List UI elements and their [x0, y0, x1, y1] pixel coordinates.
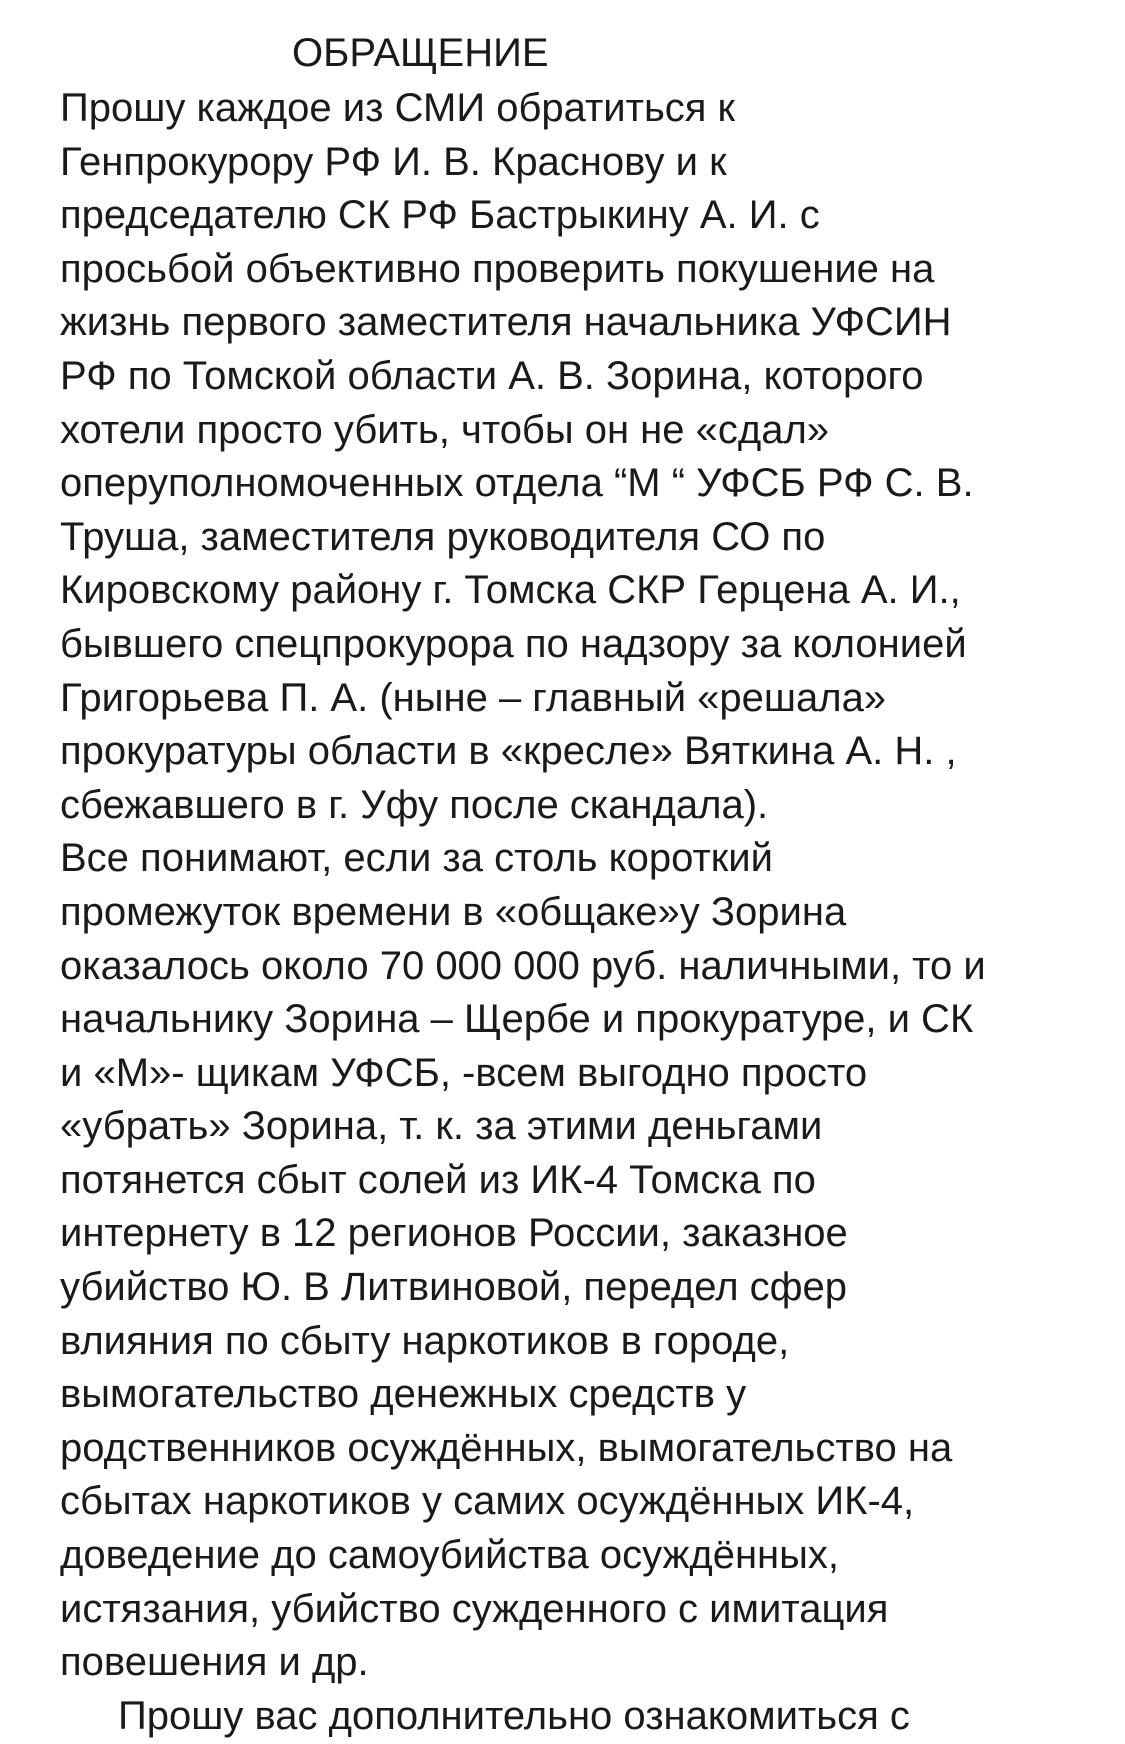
text-line: бывшего спецпрокурора по надзору за колонией: [60, 621, 967, 666]
document-body: [60, 82, 986, 1743]
text-line: Прошу каждое из СМИ обратиться к: [60, 86, 736, 130]
text-line: повешения и др.: [60, 1640, 369, 1685]
text-line: Кировскому району г. Томска СКР Герцена А. И.,: [60, 568, 961, 613]
text-line: промежуток времени в «общаке»у Зорина: [60, 889, 847, 934]
document-title: ОБРАЩЕНИЕ: [292, 31, 549, 75]
text-line: Генпрокурору РФ И. В. Краснову и к: [60, 139, 727, 184]
text-line: председателю СК РФ Бастрыкину А. И. с: [60, 193, 820, 238]
text-line: истязания, убийство сужденного с имитация: [60, 1586, 889, 1631]
text-line: жизнь первого заместителя начальника УФСИН: [60, 300, 952, 345]
text-line: прокуратуры области в «кресле» Вяткина А. Н. ,: [60, 729, 957, 774]
text-line: Григорьева П. А. (ныне – главный «решала»: [60, 675, 887, 720]
text-line: просьбой объективно проверить покушение на: [60, 246, 935, 291]
text-line: родственников осуждённых, вымогательство на: [60, 1425, 953, 1470]
text-line: оказалось около 70 000 000 руб. наличными, то и: [60, 943, 986, 988]
text-line: Все понимают, если за столь короткий: [60, 836, 773, 881]
text-line: сбытах наркотиков у самих осуждённых ИК-4,: [60, 1479, 915, 1524]
text-line-indented: Прошу вас дополнительно ознакомиться с: [118, 1693, 910, 1738]
text-line: «убрать» Зорина, т. к. за этими деньгами: [60, 1104, 823, 1149]
text-line: убийство Ю. В Литвиновой, передел сфер: [60, 1265, 848, 1310]
text-line: РФ по Томской области А. В. Зорина, которого: [60, 353, 924, 398]
text-line: оперуполномоченных отдела “М “ УФСБ РФ С. В.: [60, 461, 974, 506]
text-line: хотели просто убить, чтобы он не «сдал»: [60, 407, 830, 452]
text-line: вымогательство денежных средств у: [60, 1372, 747, 1417]
text-line: интернету в 12 регионов России, заказное: [60, 1211, 848, 1256]
text-line: влияния по сбыту наркотиков в городе,: [60, 1318, 790, 1363]
text-line: и «М»- щикам УФСБ, -всем выгодно просто: [60, 1050, 868, 1095]
text-line: начальнику Зорина – Щербе и прокуратуре, и СК: [60, 997, 974, 1042]
text-line: сбежавшего в г. Уфу после скандала).: [60, 782, 769, 827]
text-line: Труша, заместителя руководителя СО по: [60, 514, 826, 559]
text-line: потянется сбыт солей из ИК-4 Томска по: [60, 1157, 816, 1202]
text-line: доведение до самоубийства осуждённых,: [60, 1533, 839, 1578]
